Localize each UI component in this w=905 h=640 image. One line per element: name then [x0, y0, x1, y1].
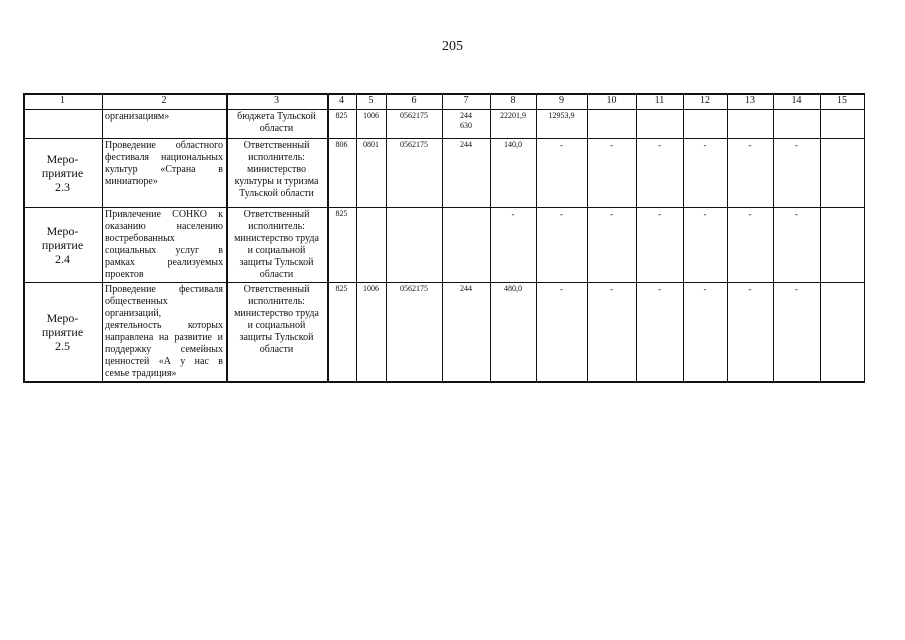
row-label: [23, 311, 102, 353]
cell-c7: [442, 111, 490, 131]
column-header: 1: [60, 95, 65, 106]
column-header: 11: [654, 95, 665, 106]
table-column-rule: [773, 93, 774, 382]
table-column-rule: [587, 93, 588, 382]
activity-description: [105, 209, 223, 281]
column-header: 5: [368, 95, 374, 106]
table-column-rule: [327, 93, 329, 382]
executor-line: министерство: [246, 164, 307, 175]
executor-line: исполнитель:: [248, 221, 305, 232]
cell-c11: -: [658, 284, 661, 294]
table-column-rule: [386, 93, 387, 382]
column-header: 9: [559, 95, 564, 106]
executor-line: исполнитель:: [248, 152, 305, 163]
description-line: ценностей «А у нас в: [105, 356, 223, 367]
executor-line: области: [259, 269, 294, 280]
activity-description: [105, 284, 223, 380]
cell-c13: -: [748, 209, 752, 219]
column-header: 7: [463, 95, 469, 106]
column-header: 2: [161, 95, 167, 106]
table-rule: [23, 207, 865, 208]
activity-description: [105, 140, 223, 188]
cell-c10: -: [610, 140, 613, 150]
responsible-executor: [226, 284, 327, 356]
responsible-executor: [226, 209, 327, 281]
table-rule: [23, 381, 865, 383]
page-number: 205: [442, 39, 463, 54]
table-rule: [23, 138, 865, 139]
row-label: [23, 224, 102, 266]
row-label-line: Меро-: [46, 310, 79, 325]
cell-c7-line: 630: [460, 121, 472, 130]
cell-c9: 12953,9: [548, 111, 575, 120]
executor-line: защиты Тульской: [239, 257, 314, 268]
executor-line: Тульской области: [239, 188, 314, 199]
description-line: направлена на развитие и: [105, 332, 223, 343]
cell-c13: -: [748, 140, 752, 150]
cell-c5: 1006: [363, 284, 379, 293]
cell-c14: -: [795, 284, 798, 294]
cell-c14: -: [795, 140, 798, 150]
table-rule: [23, 282, 865, 283]
description-line: Проведение областного: [105, 140, 223, 151]
executor-line: исполнитель:: [248, 296, 305, 307]
table-column-rule: [636, 93, 637, 382]
description-line: общественных: [105, 296, 168, 307]
row-label-line: 2.5: [55, 338, 70, 353]
row-label-line: 2.3: [55, 179, 70, 194]
table-column-rule: [490, 93, 491, 382]
cell-c12: -: [703, 140, 707, 150]
cell-c11: -: [658, 209, 661, 219]
column-header: 3: [274, 95, 279, 106]
executor-line: области: [259, 344, 294, 355]
table-column-rule: [442, 93, 443, 382]
cell-c10: -: [610, 209, 613, 219]
responsible-executor: [226, 140, 327, 200]
cell-c8: 140,0: [504, 140, 522, 149]
cell-c8: 22201,9: [500, 111, 526, 120]
executor-line: Ответственный: [243, 209, 310, 220]
table-column-rule: [820, 93, 821, 382]
activity-description: [105, 111, 223, 123]
cell-c11: -: [658, 140, 661, 150]
executor-line: министерство труда: [234, 308, 319, 319]
executor-line: и социальной: [247, 245, 306, 256]
table-column-rule: [536, 93, 537, 382]
description-line: оказанию населению: [105, 221, 223, 232]
row-label-line: приятие: [41, 237, 84, 252]
cell-c9: -: [560, 140, 563, 150]
row-label-line: Меро-: [46, 223, 79, 238]
executor-line: Ответственный: [243, 284, 310, 295]
cell-c7-line: 244: [460, 284, 472, 293]
description-line: Привлечение СОНКО к: [105, 209, 223, 220]
row-label-line: приятие: [41, 324, 84, 339]
cell-c13: -: [748, 284, 752, 294]
description-line: организаций,: [105, 308, 162, 319]
table-column-rule: [356, 93, 357, 382]
description-line: организациям»: [105, 111, 170, 122]
executor-line: области: [259, 123, 294, 134]
description-line: востребованных: [105, 233, 175, 244]
cell-c4: 825: [335, 111, 348, 120]
cell-c4: 825: [335, 209, 348, 218]
table-column-rule: [102, 93, 103, 382]
cell-c9: -: [560, 209, 563, 219]
cell-c4: 806: [335, 140, 348, 149]
cell-c12: -: [703, 209, 707, 219]
cell-c7: [442, 284, 490, 294]
row-label-line: приятие: [41, 165, 84, 180]
description-line: проектов: [105, 269, 144, 280]
responsible-executor: [226, 111, 327, 135]
cell-c6: 0562175: [400, 140, 428, 149]
table-column-rule: [864, 93, 865, 382]
column-header: 13: [745, 95, 755, 106]
description-line: миниатюре»: [105, 176, 158, 187]
executor-line: министерство труда: [234, 233, 319, 244]
cell-c5: 1006: [363, 111, 379, 120]
table-rule: [23, 109, 865, 110]
description-line: рамках реализуемых: [105, 257, 223, 268]
cell-c14: -: [795, 209, 798, 219]
table-column-rule: [727, 93, 728, 382]
executor-line: культуры и туризма: [234, 176, 319, 187]
cell-c7-line: 244: [460, 111, 472, 120]
column-header: 6: [411, 95, 417, 106]
cell-c7: [442, 140, 490, 150]
cell-c9: -: [560, 284, 563, 294]
cell-c4: 825: [335, 284, 348, 293]
description-line: культур «Страна в: [105, 164, 223, 175]
description-line: фестиваля национальных: [105, 152, 223, 163]
column-header: 15: [837, 95, 847, 106]
column-header: 14: [791, 95, 802, 106]
description-line: Проведение фестиваля: [105, 284, 223, 295]
column-header: 4: [339, 95, 344, 106]
executor-line: и социальной: [247, 320, 306, 331]
cell-c5: 0801: [363, 140, 379, 149]
executor-line: Ответственный: [243, 140, 310, 151]
row-label: [23, 152, 102, 194]
description-line: поддержку семейных: [105, 344, 223, 355]
table-column-rule: [683, 93, 684, 382]
description-line: деятельность которых: [105, 320, 223, 331]
executor-line: бюджета Тульской: [237, 111, 316, 122]
cell-c8: -: [511, 209, 515, 219]
column-header: 8: [510, 95, 516, 106]
cell-c8: 480,0: [504, 284, 522, 293]
description-line: социальных услуг в: [105, 245, 223, 256]
cell-c7-line: 244: [460, 140, 472, 149]
cell-c10: -: [610, 284, 613, 294]
column-header: 12: [700, 95, 710, 106]
executor-line: защиты Тульской: [239, 332, 314, 343]
column-header: 10: [606, 95, 617, 106]
description-line: семье традиция»: [105, 368, 177, 379]
row-label-line: 2.4: [55, 251, 70, 266]
cell-c6: 0562175: [400, 111, 428, 120]
row-label-line: Меро-: [46, 151, 79, 166]
cell-c12: -: [703, 284, 707, 294]
cell-c6: 0562175: [400, 284, 428, 293]
